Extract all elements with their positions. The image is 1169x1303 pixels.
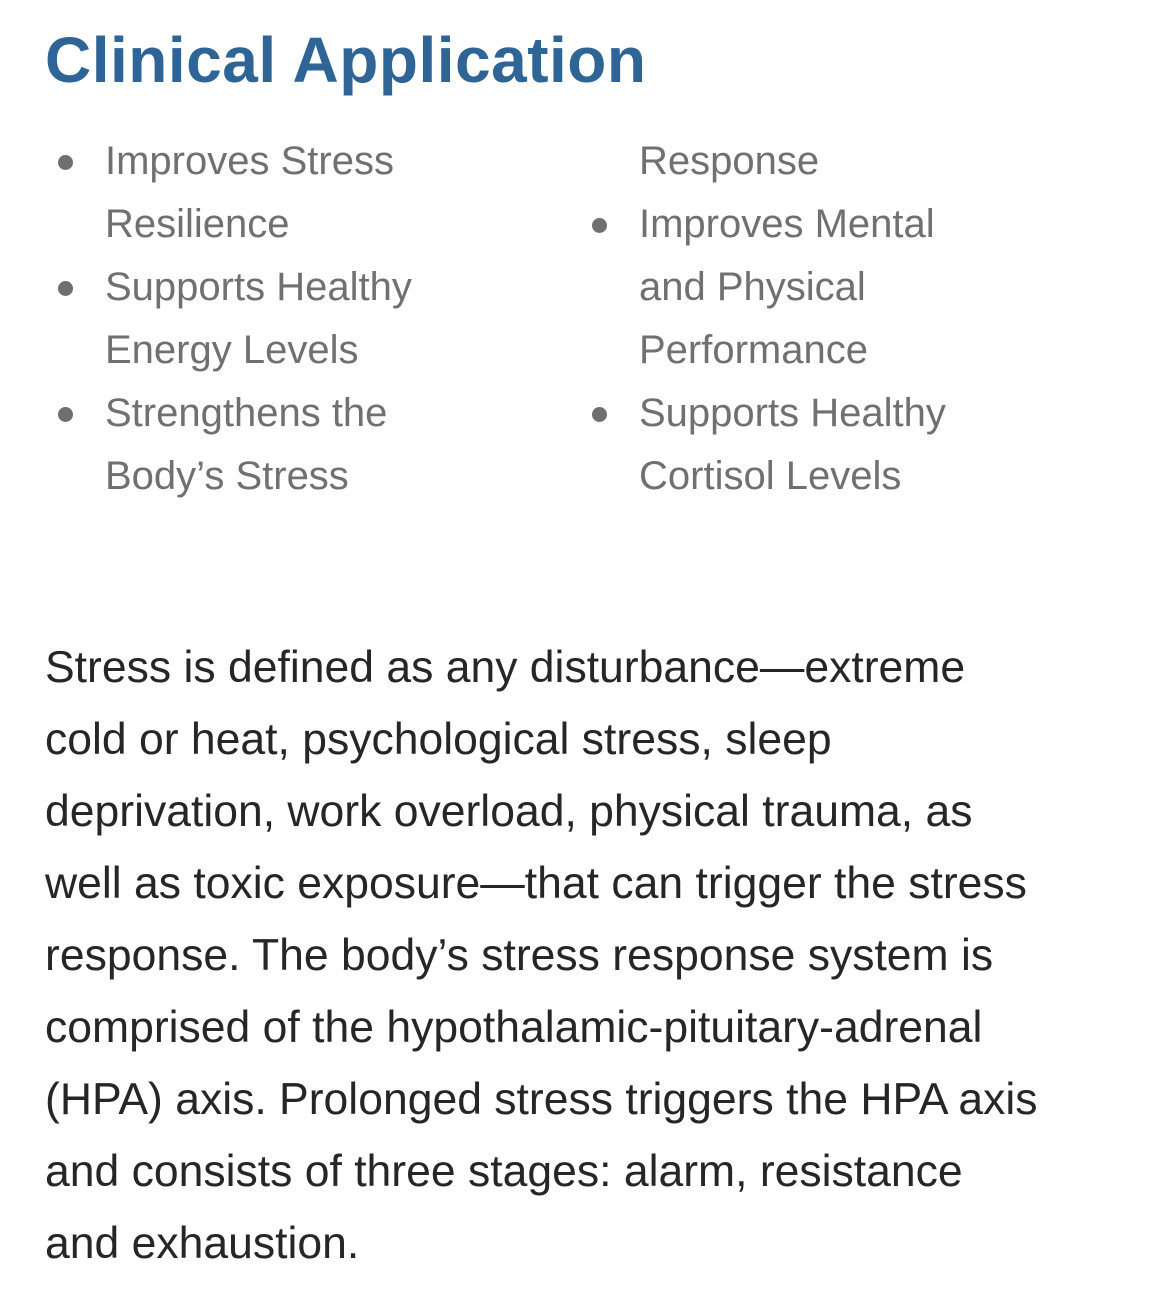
bullet-text: Supports Healthy — [105, 265, 412, 309]
bullet-dot — [58, 407, 73, 422]
bullet-dot — [592, 218, 607, 233]
paragraph-line: deprivation, work overload, physical trauma, as — [45, 787, 973, 836]
bullet-dot — [58, 281, 73, 296]
bullet-dot — [58, 155, 73, 170]
paragraph-line: Stress is defined as any disturbance—extreme — [45, 643, 966, 692]
bullet-text: Strengthens the — [105, 391, 388, 435]
bullet-text: Supports Healthy — [639, 391, 946, 435]
bullet-text: Improves Mental — [639, 202, 935, 246]
benefits-list — [0, 130, 1169, 510]
body-paragraph — [45, 632, 1135, 1280]
bullet-text: Performance — [639, 328, 868, 372]
page-title: Clinical Application — [45, 24, 647, 96]
bullet-text: Energy Levels — [105, 328, 359, 372]
bullet-text: Response — [639, 139, 820, 183]
bullet-text: Resilience — [105, 202, 290, 246]
paragraph-line: and consists of three stages: alarm, resistance — [45, 1147, 963, 1196]
paragraph-line: response. The body’s stress response system is — [45, 931, 994, 980]
bullet-text: and Physical — [639, 265, 866, 309]
paragraph-line: cold or heat, psychological stress, sleep — [45, 715, 832, 764]
paragraph-line: comprised of the hypothalamic-pituitary-adrenal — [45, 1003, 983, 1052]
paragraph-line: (HPA) axis. Prolonged stress triggers the HPA axis — [45, 1075, 1038, 1124]
bullet-text: Improves Stress — [105, 139, 394, 183]
bullet-text: Body’s Stress — [105, 454, 349, 498]
paragraph-line: well as toxic exposure—that can trigger the stress — [45, 859, 1027, 908]
paragraph-line: and exhaustion. — [45, 1219, 360, 1268]
bullet-text: Cortisol Levels — [639, 454, 902, 498]
bullet-dot — [592, 407, 607, 422]
